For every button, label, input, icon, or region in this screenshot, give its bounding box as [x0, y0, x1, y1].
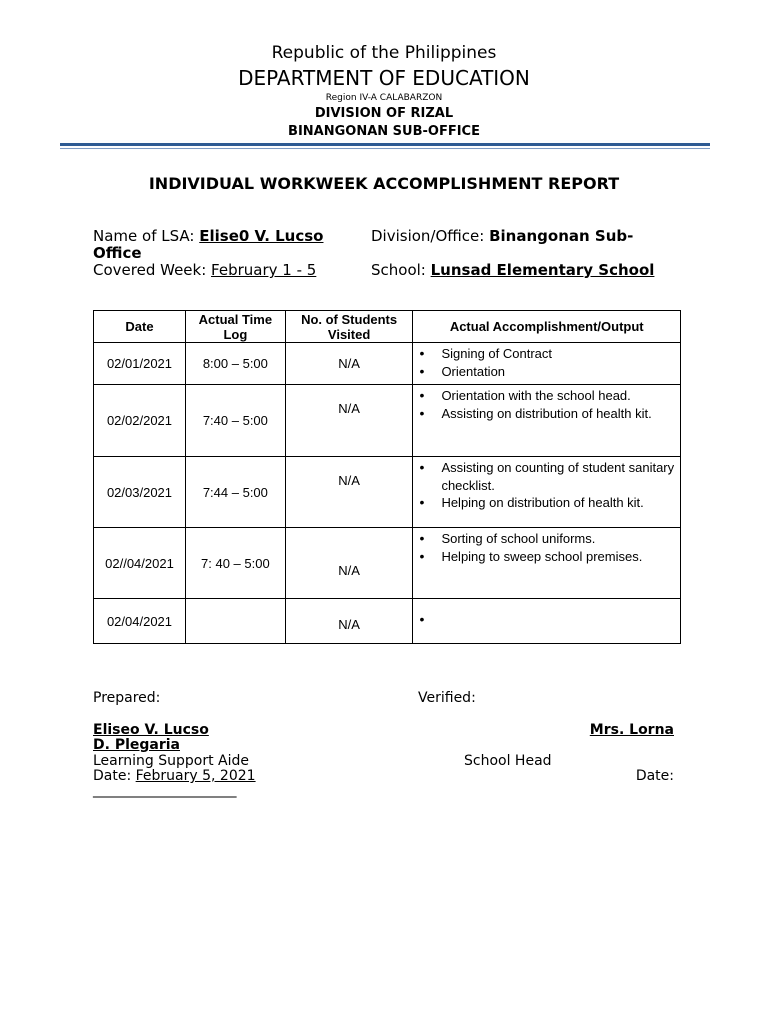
- division-heading: DIVISION OF RIZAL: [314, 106, 454, 121]
- division-office: [371, 228, 633, 245]
- verified-label: Verified:: [418, 690, 476, 706]
- week-value: February 1 - 5: [211, 261, 317, 279]
- republic-heading: Republic of the Philippines: [271, 43, 497, 63]
- header-students-visited: No. of Students Visited: [285, 311, 413, 343]
- row-students: N/A: [285, 599, 413, 644]
- row-accomplishment: [413, 385, 681, 457]
- row-students: N/A: [285, 528, 413, 599]
- region-heading: Region IV-A CALABARZON: [325, 93, 443, 103]
- row-date: 02/04/2021: [94, 599, 186, 644]
- row-students: N/A: [285, 385, 413, 457]
- covered-week: [93, 262, 316, 279]
- prepared-label: Prepared:: [93, 690, 161, 706]
- list-item: • Assisting on counting of student sanitary checklist.: [441, 459, 676, 494]
- name-value: Elise0 V. Lucso: [199, 227, 324, 245]
- sub-office-heading: BINANGONAN SUB-OFFICE: [288, 124, 480, 139]
- list-item: • Signing of Contract: [441, 345, 676, 363]
- row-accomplishment: [413, 457, 681, 528]
- header-divider-thin: [60, 148, 710, 149]
- list-item: • Assisting on distribution of health kit.: [441, 405, 676, 423]
- row-accomplishment: [413, 599, 681, 644]
- accomplishment-table: [93, 310, 681, 644]
- division-value: Binangonan Sub-: [489, 227, 634, 245]
- verifier-name-continued: D. Plegaria: [93, 737, 180, 753]
- row-accomplishment: [413, 343, 681, 385]
- department-heading: DEPARTMENT OF EDUCATION: [238, 66, 530, 90]
- header-accomplishment: Actual Accomplishment/Output: [413, 311, 681, 343]
- signature-blank-line: ______________________: [93, 782, 236, 798]
- table-row: [94, 457, 681, 528]
- week-label: Covered Week:: [93, 261, 212, 279]
- row-date: 02/02/2021: [94, 385, 186, 457]
- row-time: 7:40 – 5:00: [185, 385, 285, 457]
- row-time: 8:00 – 5:00: [185, 343, 285, 385]
- table-header-row: [94, 311, 681, 343]
- name-of-lsa: [93, 228, 323, 245]
- division-label: Division/Office:: [371, 227, 490, 245]
- row-students: N/A: [285, 457, 413, 528]
- row-students: N/A: [285, 343, 413, 385]
- header-divider: [60, 143, 710, 146]
- header-date: Date: [94, 311, 186, 343]
- verifier-role: School Head: [464, 753, 552, 769]
- table-row: [94, 599, 681, 644]
- row-accomplishment: [413, 528, 681, 599]
- row-time: 7:44 – 5:00: [185, 457, 285, 528]
- table-row: [94, 528, 681, 599]
- prepared-date-value: February 5, 2021: [135, 768, 256, 784]
- header-time-log: Actual Time Log: [185, 311, 285, 343]
- row-time: [185, 599, 285, 644]
- row-date: 02//04/2021: [94, 528, 186, 599]
- school: [371, 262, 654, 279]
- table-row: [94, 343, 681, 385]
- list-item: • Orientation: [441, 363, 676, 381]
- report-title: INDIVIDUAL WORKWEEK ACCOMPLISHMENT REPORT: [148, 174, 620, 193]
- list-item: • Sorting of school uniforms.: [441, 530, 676, 548]
- list-item: • Helping on distribution of health kit.: [441, 494, 676, 512]
- school-label: School:: [371, 261, 431, 279]
- school-value: Lunsad Elementary School: [430, 261, 655, 279]
- row-time: 7: 40 – 5:00: [185, 528, 285, 599]
- list-item: • Orientation with the school head.: [441, 387, 676, 405]
- row-date: 02/01/2021: [94, 343, 186, 385]
- date-label: Date:: [93, 768, 136, 784]
- list-item: • Helping to sweep school premises.: [441, 548, 676, 566]
- preparer-name: Eliseo V. Lucso: [93, 722, 209, 738]
- division-value-continued: Office: [93, 244, 142, 262]
- table-row: [94, 385, 681, 457]
- row-date: 02/03/2021: [94, 457, 186, 528]
- name-label: Name of LSA:: [93, 227, 200, 245]
- preparer-role: Learning Support Aide: [93, 753, 249, 769]
- verified-date-label: Date:: [635, 768, 674, 784]
- verifier-name: Mrs. Lorna: [589, 722, 674, 738]
